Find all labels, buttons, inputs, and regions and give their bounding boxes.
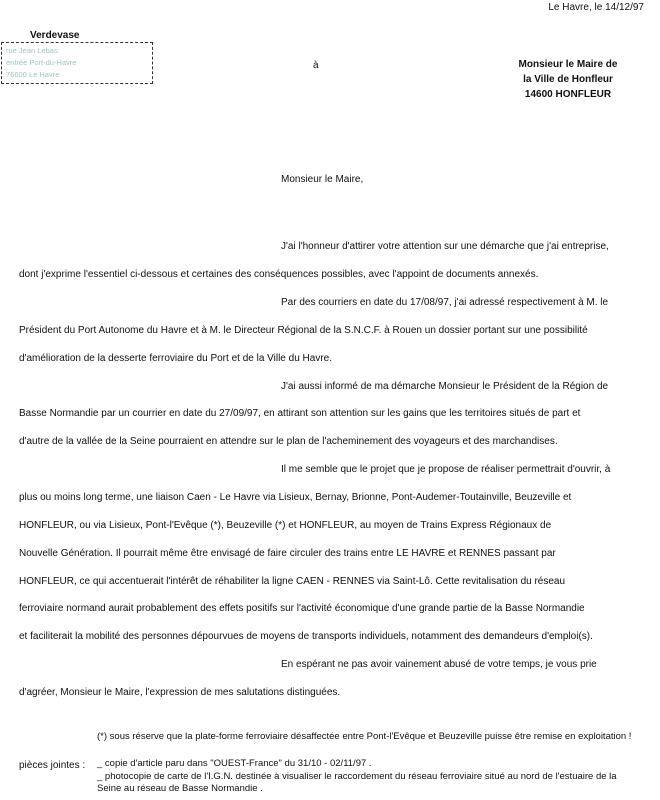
- body-line: J'ai aussi informé de ma démarche Monsieur le Président de la Région de: [281, 381, 609, 392]
- body-line: d'amélioration de la desserte ferroviaire du Port et de la Ville du Havre.: [19, 353, 333, 364]
- recipient-address: [478, 57, 658, 102]
- body-line: Basse Normandie par un courrier en date du 27/09/97, en attirant son attention sur les gains que les territoires situés de part et: [19, 408, 581, 419]
- letter-date: Le Havre, le 14/12/97: [548, 2, 644, 13]
- recipient-line: 14600 HONFLEUR: [524, 89, 612, 100]
- sender-address-box: [1, 42, 153, 84]
- body-line: Il me semble que le projet que je propose de réaliser permettrait d'ouvrir, à: [281, 464, 611, 475]
- footnote: (*) sous réserve que la plate-forme ferroviaire désaffectée entre Pont-l'Evêque et Beuzeville puisse être remise en exploitation !: [97, 731, 632, 742]
- body-line: Par des courriers en date du 17/08/97, j'ai adressé respectivement à M. le: [281, 297, 609, 308]
- body-line: d'autre de la vallée de la Seine pourraient en attendre sur le plan de l'acheminement des voyageurs et des marchandises.: [19, 436, 558, 447]
- body-line: plus ou moins long terme, une liaison Caen - Le Havre via Lisieux, Bernay, Brionne, Pont-Audemer-Toutainville, Beuzeville et: [19, 492, 572, 503]
- attachments-list: [97, 758, 642, 796]
- sender-name: Verdevase: [30, 30, 80, 41]
- attachments-label: pièces jointes :: [19, 760, 86, 771]
- body-line: En espérant ne pas avoir vainement abusé de votre temps, je vous prie: [281, 659, 597, 670]
- body-line: d'agréer, Monsieur le Maire, l'expression de mes salutations distinguées.: [19, 687, 341, 698]
- body-line: dont j'exprime l'essentiel ci-dessous et certaines des conséquences possibles, avec l'appoint de documents annexés.: [19, 269, 539, 280]
- body-line: ferroviaire normand aurait probablement des effets positifs sur l'activité économique d'une grande partie de la Basse Normandie: [19, 603, 585, 614]
- attachment-item: _ copie d'article paru dans "OUEST-France" du 31/10 - 02/11/97 .: [97, 758, 372, 769]
- salutation: Monsieur le Maire,: [281, 174, 364, 185]
- sender-address-line: entrée Port-du-Havre: [6, 58, 77, 67]
- body-line: HONFLEUR, ou via Lisieux, Pont-l'Evêque (*), Beuzeville (*) et HONFLEUR, au moyen de Trains Express Régionaux de: [19, 520, 552, 531]
- body-line: Président du Port Autonome du Havre et à M. le Directeur Régional de la S.N.C.F. à Rouen un dossier portant sur une possibilité: [19, 325, 588, 336]
- body-line: et faciliterait la mobilité des personnes dépourvues de moyens de transports individuels, notamment des demandeurs d'emploi(s).: [19, 631, 593, 642]
- sender-address-line: rue Jean Lebas: [6, 46, 58, 55]
- to-word: à: [313, 60, 319, 71]
- recipient-line: la Ville de Honfleur: [523, 74, 613, 85]
- recipient-line: Monsieur le Maire de: [518, 59, 618, 70]
- body-line: HONFLEUR, ce qui accentuerait l'intérêt de réhabiliter la ligne CAEN - RENNES via Saint-Lô. Cette revitalisation du réseau: [19, 576, 566, 587]
- body-line: Nouvelle Génération. Il pourrait même être envisagé de faire circuler des trains entre LE HAVRE et RENNES passant par: [19, 548, 556, 559]
- sender-address-line: 76600 Le Havre: [6, 70, 60, 79]
- attachment-item: _ photocopie de carte de l'I.G.N. destinée à visualiser le raccordement du réseau ferroviaire situé au nord de l'estuaire de la Seine au réseau de Basse Normandie .: [97, 770, 617, 794]
- body-line: J'ai l'honneur d'attirer votre attention sur une démarche que j'ai entreprise,: [281, 241, 609, 252]
